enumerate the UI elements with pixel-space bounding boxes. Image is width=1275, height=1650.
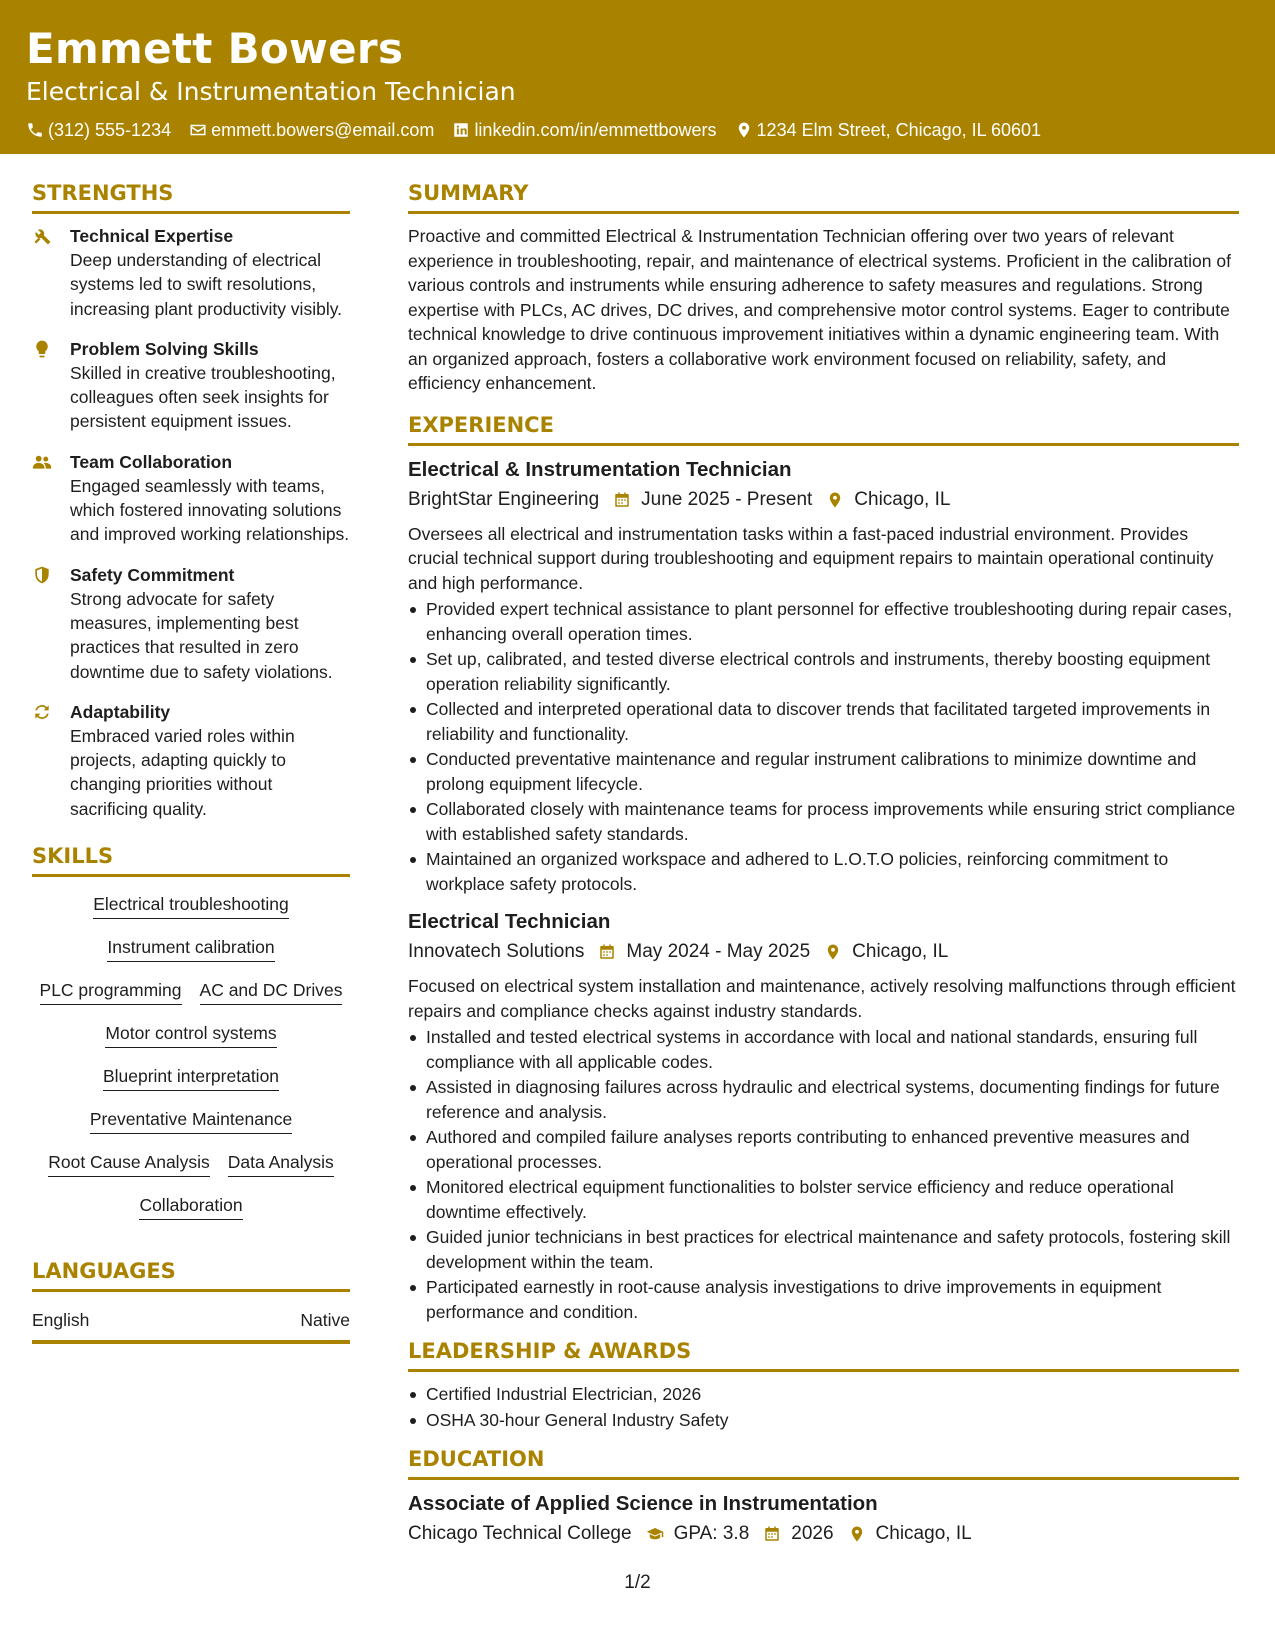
bullet-item: Collected and interpreted operational data to discover trends that facilitated targeted improvements in reliability and functionality. <box>408 697 1239 746</box>
contact-phone <box>26 119 171 141</box>
skill-tag: Blueprint interpretation <box>103 1065 279 1091</box>
job-entry <box>408 908 1239 1324</box>
strength-item <box>32 224 350 321</box>
refresh-icon <box>32 702 52 722</box>
skill-tag: AC and DC Drives <box>200 979 343 1005</box>
strength-title: Safety Commitment <box>70 564 235 585</box>
experience-heading: EXPERIENCE <box>408 412 1239 446</box>
bullet-item: Installed and tested electrical systems in accordance with local and national standards, ensuring full compliance with all applicable codes. <box>408 1025 1239 1074</box>
bullet-item: Conducted preventative maintenance and regular instrument calibrations to minimize downtime and prolong equipment lifecycle. <box>408 747 1239 796</box>
left-column <box>32 180 350 1344</box>
skill-tag: Root Cause Analysis <box>48 1151 209 1177</box>
skill-tag: PLC programming <box>40 979 182 1005</box>
linkedin-text: linkedin.com/in/emmettbowers <box>474 120 717 140</box>
job-entry <box>408 456 1239 897</box>
strength-item <box>32 563 350 684</box>
job-location: Chicago, IL <box>852 941 949 962</box>
skill-tag: Instrument calibration <box>107 936 274 962</box>
skill-tag: Data Analysis <box>228 1151 334 1177</box>
education-meta <box>408 1520 1239 1548</box>
calendar-icon <box>763 1525 781 1543</box>
map-pin-icon <box>848 1525 866 1543</box>
skill-tag: Electrical troubleshooting <box>93 893 289 919</box>
awards-list <box>408 1382 1239 1432</box>
right-column <box>408 180 1239 1556</box>
lightbulb-icon <box>32 339 52 359</box>
candidate-title: Electrical & Instrumentation Technician <box>26 77 516 106</box>
contact-linkedin[interactable] <box>452 119 716 141</box>
degree-title: Associate of Applied Science in Instrumentation <box>408 1492 878 1515</box>
skill-tag: Motor control systems <box>105 1022 276 1048</box>
language-name: English <box>32 1310 90 1331</box>
bullet-item: Monitored electrical equipment functionalities to bolster service efficiency and reduce operational downtime effectively. <box>408 1175 1239 1224</box>
strength-desc: Embraced varied roles within projects, adapting quickly to changing priorities without sacrificing quality. <box>70 725 295 819</box>
map-pin-icon <box>735 121 753 139</box>
job-title: Electrical & Instrumentation Technician <box>408 457 792 481</box>
education-heading: EDUCATION <box>408 1446 1239 1480</box>
job-description: Focused on electrical system installation and maintenance, actively resolving malfunctions through efficient repairs and compliance checks against industry standards. <box>408 976 1236 1021</box>
education-entry <box>408 1490 1239 1548</box>
skills-list <box>32 887 350 1220</box>
phone-text: (312) 555-1234 <box>48 120 172 140</box>
gpa: GPA: 3.8 <box>673 1523 750 1544</box>
job-dates: June 2025 - Present <box>641 488 813 510</box>
strength-desc: Strong advocate for safety measures, implementing best practices that resulted in zero downtime due to safety violations. <box>70 588 333 682</box>
job-dates: May 2024 - May 2025 <box>626 941 811 962</box>
job-meta <box>408 486 1239 514</box>
bullet-item: Maintained an organized workspace and adhered to L.O.T.O policies, reinforcing commitment to workplace safety protocols. <box>408 847 1239 896</box>
bullet-item: Guided junior technicians in best practices for electrical maintenance and safety protocols, fostering skill development within the team. <box>408 1225 1239 1274</box>
job-title: Electrical Technician <box>408 910 611 933</box>
bullet-item: Assisted in diagnosing failures across hydraulic and electrical systems, documenting findings for future reference and analysis. <box>408 1075 1239 1124</box>
strength-title: Team Collaboration <box>70 451 233 472</box>
summary-heading: SUMMARY <box>408 180 1239 214</box>
candidate-name: Emmett Bowers <box>26 24 404 73</box>
award-item: OSHA 30-hour General Industry Safety <box>408 1408 1239 1433</box>
strength-desc: Skilled in creative troubleshooting, colleagues often seek insights for persistent equipment issues. <box>70 362 336 432</box>
job-meta <box>408 938 1239 966</box>
awards-heading: LEADERSHIP & AWARDS <box>408 1338 1239 1372</box>
strength-desc: Engaged seamlessly with teams, which fostered innovating solutions and improved working relationships. <box>70 475 350 545</box>
strength-item <box>32 337 350 434</box>
job-bullets <box>408 1025 1239 1324</box>
strengths-heading: STRENGTHS <box>32 180 350 214</box>
school-name: Chicago Technical College <box>408 1523 632 1544</box>
phone-icon <box>26 121 44 139</box>
skill-tag: Collaboration <box>139 1194 242 1220</box>
shield-icon <box>32 565 52 585</box>
language-row <box>32 1302 350 1344</box>
company-name: BrightStar Engineering <box>408 488 600 510</box>
users-icon <box>32 452 52 472</box>
strength-title: Problem Solving Skills <box>70 338 259 359</box>
address-text: 1234 Elm Street, Chicago, IL 60601 <box>756 120 1042 140</box>
email-text: emmett.bowers@email.com <box>211 120 435 140</box>
graduation-year: 2026 <box>791 1523 834 1544</box>
skills-heading: SKILLS <box>32 843 350 877</box>
contact-address <box>735 119 1042 141</box>
graduation-cap-icon <box>646 1525 664 1543</box>
calendar-icon <box>598 943 616 961</box>
company-name: Innovatech Solutions <box>408 941 585 962</box>
bullet-item: Provided expert technical assistance to plant personnel for effective troubleshooting during repair cases, enhancing overall operation times. <box>408 597 1239 646</box>
languages-heading: LANGUAGES <box>32 1258 350 1292</box>
strength-desc: Deep understanding of electrical systems led to swift resolutions, increasing plant productivity visibly. <box>70 250 343 319</box>
strengths-list <box>32 224 350 821</box>
contact-bar <box>26 119 1249 141</box>
map-pin-icon <box>824 943 842 961</box>
strength-item <box>32 700 350 821</box>
strength-item <box>32 450 350 547</box>
resume-header <box>0 0 1275 154</box>
bullet-item: Authored and compiled failure analyses reports contributing to enhanced preventive measures and operational processes. <box>408 1125 1239 1174</box>
language-level: Native <box>300 1310 350 1331</box>
page-number: 1/2 <box>624 1572 651 1593</box>
strength-title: Technical Expertise <box>70 226 234 246</box>
strength-title: Adaptability <box>70 701 171 722</box>
skill-tag: Preventative Maintenance <box>90 1108 292 1134</box>
calendar-icon <box>613 491 631 509</box>
job-location: Chicago, IL <box>854 488 951 510</box>
education-location: Chicago, IL <box>875 1523 972 1544</box>
summary-text: Proactive and committed Electrical & Instrumentation Technician offering over two years of relevant experience in troubleshooting, repair, and maintenance of electrical systems. Proficient in the calibration of various controls and instruments while ensuring adherence to safety measures and regulations. Strong expertise with PLCs, AC drives, DC drives, and comprehensive motor control systems. Eager to contribute technical knowledge to drive continuous improvement initiatives within a dynamic engineering team. With an organized approach, fosters a collaborative work environment focused on reliability, safety, and efficiency enhancement. <box>408 226 1231 393</box>
linkedin-icon <box>452 121 470 139</box>
award-item: Certified Industrial Electrician, 2026 <box>408 1382 1239 1407</box>
job-bullets <box>408 597 1239 896</box>
bullet-item: Set up, calibrated, and tested diverse electrical controls and instruments, thereby boosting equipment operation reliability significantly. <box>408 647 1239 696</box>
bullet-item: Participated earnestly in root-cause analysis investigations to drive improvements in equipment performance and condition. <box>408 1275 1239 1324</box>
contact-email[interactable] <box>189 119 434 141</box>
job-description: Oversees all electrical and instrumentation tasks within a fast-paced industrial environment. Provides crucial technical support during troubleshooting and equipment repairs to maintain operational continuity and high performance. <box>408 523 1214 593</box>
tools-icon <box>32 226 52 246</box>
bullet-item: Collaborated closely with maintenance teams for process improvements while ensuring strict compliance with established safety standards. <box>408 797 1239 846</box>
map-pin-icon <box>826 491 844 509</box>
envelope-icon <box>189 121 207 139</box>
